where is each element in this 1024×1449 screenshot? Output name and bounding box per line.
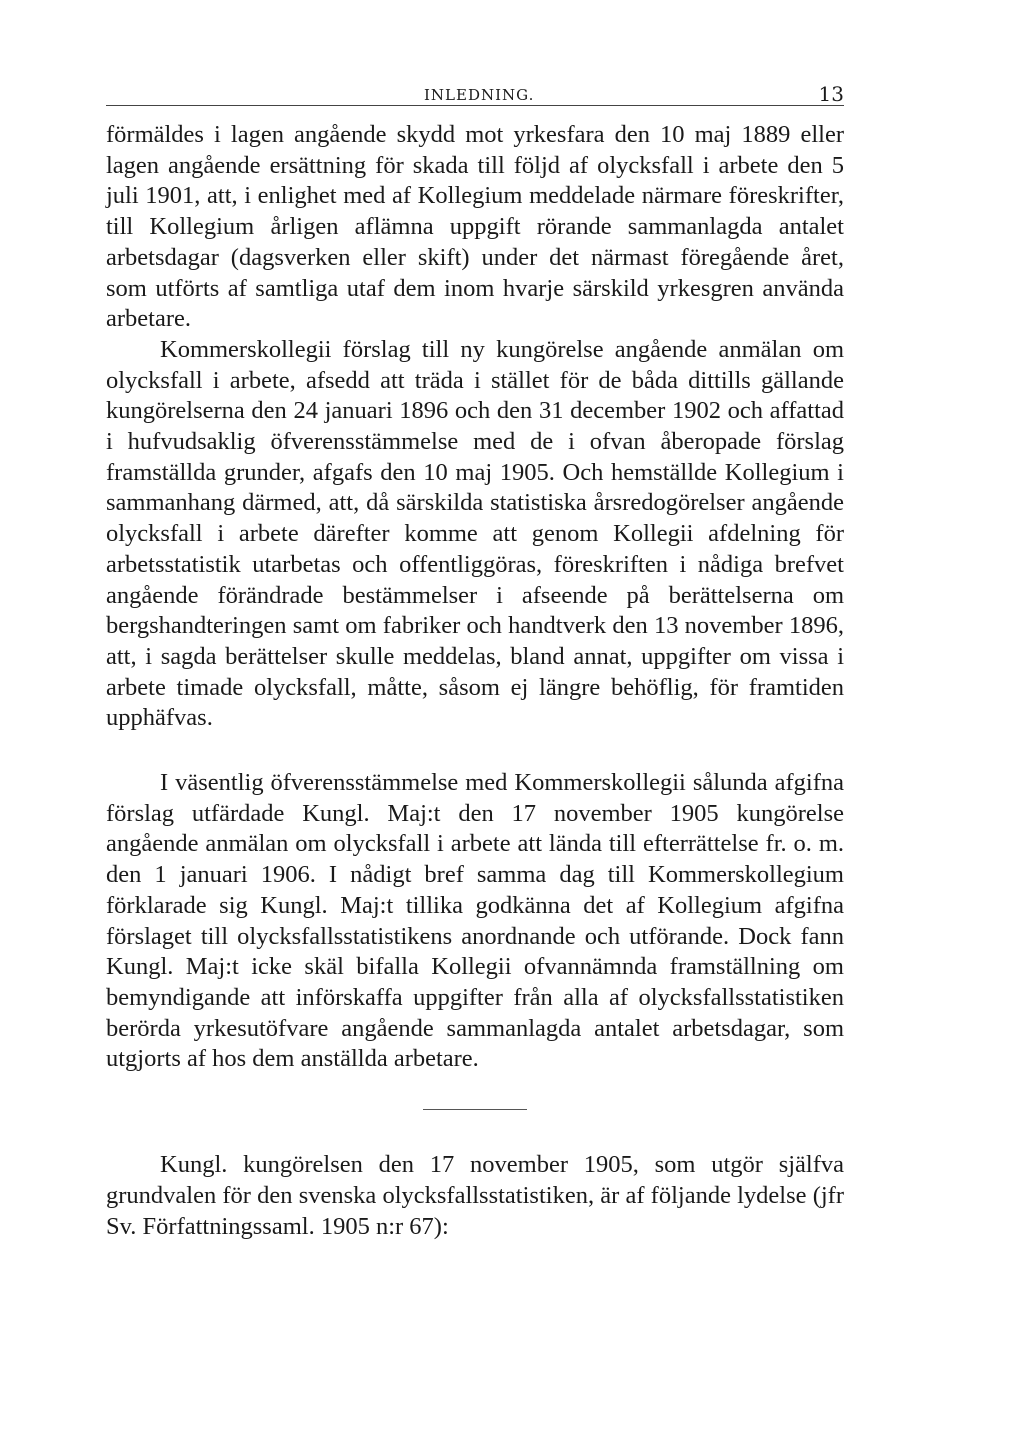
section-divider [423,1109,527,1110]
running-title: INLEDNING. [424,86,535,104]
paragraph-continuation: förmäldes i lagen angående skydd mot yrkesfara den 10 maj 1889 eller lagen angående ersättning för skada till följd af olycksfall i arbete den 5 juli 1901, att, i enlighet med af Kollegium meddelade närmare föreskrifter, till Kollegium årligen aflämna uppgift rörande sammanlagda antalet arbetsdagar (dagsverken eller skift) under det närmast föregående året, som utförts af samtliga utaf dem inom hvarje särskild yrkesgren använda arbetare. [106,121,844,333]
paragraph-ordinance-intro: Kungl. kungörelsen den 17 november 1905, som utgör själfva grundvalen för den svenska olycksfallsstatistiken, är af följande lydelse (jfr Sv. Författningssaml. 1905 n:r 67): [106,1151,844,1240]
running-header [106,80,844,106]
document-page [106,80,844,1242]
page-number: 13 [818,82,844,106]
paragraph-royal-ordinance: I väsentlig öfverensstämmelse med Kommerskollegii sålunda afgifna förslag utfärdade Kungl. Maj:t den 17 november 1905 kungörelse angående anmälan om olycksfall i arbete att lända till efterrättelse fr. o. m. den 1 januari 1906. I nådigt bref samma dag till Kommerskollegium förklarade sig Kungl. Maj:t tillika godkänna det af Kollegium afgifna förslaget till olycksfallsstatistikens anordnande och utförande. Dock fann Kungl. Maj:t icke skäl bifalla Kollegii ofvannämnda framställning om bemyndigande att införskaffa uppgifter från alla af olycksfallsstatistiken berörda yrkesutöfvare angående sammanlagda antalet arbetsdagar, som utgjorts af hos dem anställda arbetare. [106,769,844,1073]
paragraph-kommerskollegii-proposal: Kommerskollegii förslag till ny kungörelse angående anmälan om olycksfall i arbete, afsedd att träda i stället för de båda dittills gällande kungörelserna den 24 januari 1896 och den 31 december 1902 och affattad i hufvudsaklig öfverensstämmelse med de i ofvan åberopade förslag framställda grunder, afgafs den 10 maj 1905. Och hemställde Kollegium i sammanhang därmed, att, då särskilda statistiska årsredogörelser angående olycksfall i arbete därefter komme att genom Kollegii afdelning för arbetsstatistik utarbetas och offentliggöras, föreskriften i nådiga brefvet angående förändrade bestämmelser i afseende på berättelserna om bergshandteringen samt om fabriker och handtverk den 13 november 1896, att, i sagda berättelser skulle meddelas, bland annat, uppgifter om vissa i arbete timade olycksfall, måtte, såsom ej längre behöflig, för framtiden upphäfvas. [106,335,844,732]
header-rule [106,105,844,106]
